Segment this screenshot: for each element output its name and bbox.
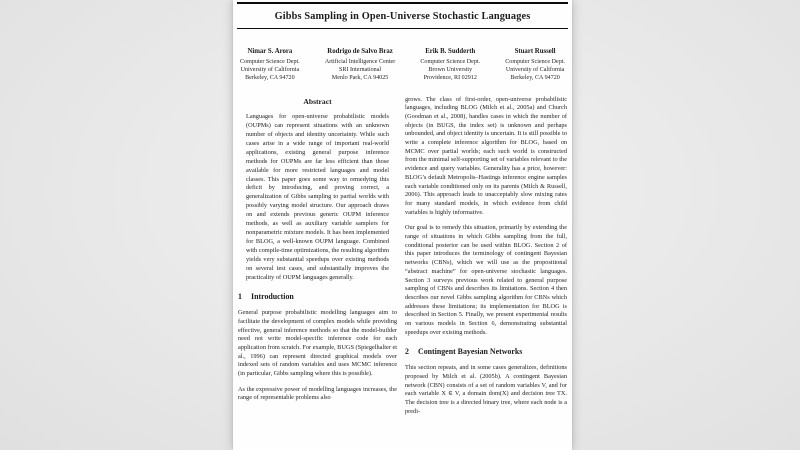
paper-title-box: [237, 2, 568, 29]
author-affiliation-line: Berkeley, CA 94720: [245, 74, 295, 81]
author-card: [240, 48, 300, 82]
author-affiliation-line: Brown University: [428, 66, 473, 73]
body-paragraph: This section repeats, and in some cases generalizes, definitions proposed by Milch et al. (2005b). A contingent Bayesian network (CBN) consists of a set of random variables V, and for each variable X ∈ V, a domain dom(X) and decision tree TX. The decision tree is a directed binary tree, where each node is a predi-: [405, 364, 567, 415]
author-affiliation-line: Menlo Park, CA 94025: [331, 74, 389, 81]
paper-page: [233, 0, 572, 450]
author-card: [505, 48, 565, 82]
author-card: [325, 48, 395, 82]
section-heading-introduction: [238, 293, 397, 302]
section-number: 2: [405, 347, 409, 357]
author-name: Stuart Russell: [514, 48, 556, 55]
author-affiliation-line: SRI International: [338, 66, 382, 73]
section-number: 1: [238, 292, 242, 302]
author-name: Nimar S. Arora: [247, 48, 293, 55]
left-column: [238, 96, 397, 424]
author-affiliation-line: University of California: [240, 66, 300, 73]
section-title: Introduction: [251, 292, 294, 302]
paper-title: Gibbs Sampling in Open-Universe Stochastic Languages: [274, 11, 531, 22]
author-name: Erik B. Sudderth: [425, 48, 476, 55]
author-affiliation-line: Computer Science Dept.: [505, 58, 565, 65]
author-affiliation-line: Computer Science Dept.: [240, 58, 300, 65]
body-paragraph: grows. The class of first-order, open-universe probabilistic languages, including BLOG (Milch et al., 2005a) and Church (Goodman et al., 2008), handles cases in which the number of objects (in BUGS, the index set) is unknown and perhaps unbounded, and object identity is uncertain. It is still possible to write a complete inference algorithm for BLOG, based on MCMC over partial worlds; each such world is constructed from the minimal self-supporting set of variables relevant to the evidence and query variables. Generality has a price, however: BLOG’s default Metropolis–Hastings inference engine samples each variable conditioned only on its parents (Milch & Russell, 2006). This approach leads to unacceptably slow mixing rates for many standard models, in which evidence from child variables is highly informative.: [405, 95, 567, 216]
author-affiliation-line: Providence, RI 02912: [423, 74, 477, 81]
author-affiliation-line: Computer Science Dept.: [420, 58, 481, 65]
author-affiliation-line: University of California: [505, 66, 565, 73]
section-heading-cbn: [405, 348, 567, 357]
abstract-text: Languages for open-universe probabilistic models (OUPMs) can represent situations with an unknown number of objects and identity uncertainty. While such cases arise in a wide range of important real-world applications, existing general purpose inference methods for OUPMs are far less efficient than those available for more restricted languages and model classes. This paper goes some way to remedying this deficit by introducing, and proving correct, a generalization of Gibbs sampling to partial worlds with possibly varying model structure. Our approach draws on and extends previous generic OUPM inference methods, as well as auxiliary variable samplers for nonparametric mixture models. It has been implemented for BLOG, a well-known OUPM language. Combined with compile-time optimizations, the resulting algorithm yields very substantial speedups over existing methods on several test cases, and substantially improves the practicality of OUPM languages generally.: [246, 113, 389, 281]
body-paragraph: General purpose probabilistic modelling languages aim to facilitate the development of complex models while providing effective, general inference methods so that the model-builder need not write model-specific inference code for each application from scratch. For example, BUGS (Spiegelhalter et al., 1996) can represent directed graphical models over indexed sets of random variables and uses MCMC inference (in particular, Gibbs sampling where this is possible).: [238, 309, 397, 378]
author-affiliation-line: Berkeley, CA 94720: [510, 74, 560, 81]
section-title: Contingent Bayesian Networks: [418, 347, 523, 357]
two-column-body: [238, 96, 567, 424]
author-card: [420, 48, 480, 82]
body-paragraph: As the expressive power of modelling languages increases, the range of representable problems also: [238, 385, 397, 402]
author-name: Rodrigo de Salvo Braz: [327, 48, 393, 55]
body-paragraph: Our goal is to remedy this situation, primarily by extending the range of situations in which Gibbs sampling from the full, conditional posterior can be used within BLOG. Section 2 of this paper introduces the terminology of contingent Bayesian networks (CBNs), which we will use as the propositional “abstract machine” for open-universe stochastic languages. Section 3 surveys previous work related to general purpose sampling of CBNs and describes its limitations. Section 4 then describes our novel Gibbs sampling algorithm for CBNs which addresses these limitations; its implementation for BLOG is described in Section 5. Finally, we present experimental results on various models in Section 6, demonstrating substantial speedups over existing methods.: [405, 224, 567, 336]
author-affiliation-line: Artificial Intelligence Center: [324, 58, 396, 65]
author-block: [240, 48, 565, 82]
right-column: [405, 96, 567, 424]
abstract-heading: Abstract: [303, 96, 332, 106]
